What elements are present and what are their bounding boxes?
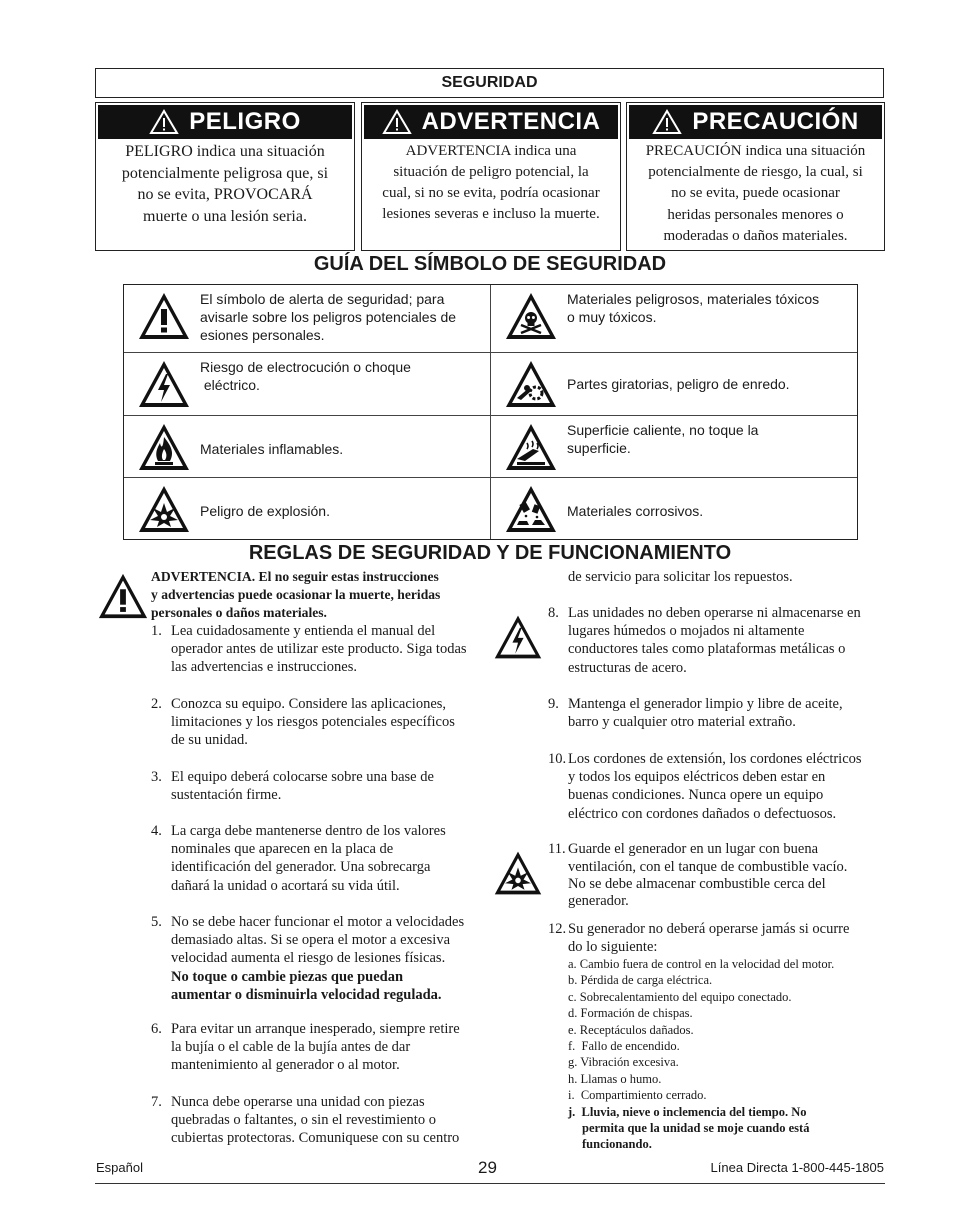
symbol-row [491, 353, 857, 415]
warning-header [364, 105, 618, 139]
item-number: 9. [548, 696, 559, 712]
text-line: potencialmente peligrosa que, si [121, 164, 329, 182]
symbol-table [123, 284, 858, 540]
text-line: lugares húmedos o mojados ni altamente [568, 623, 805, 640]
text-line: do lo siguiente: [568, 939, 658, 956]
text-line: No se debe hacer funcionar el motor a velocidades [171, 914, 465, 930]
text-line: ventilación, con el tanque de combustible vacío. [568, 859, 848, 876]
footer-hotline: Línea Directa 1-800-445-1805 [710, 1160, 884, 1175]
rules-title: REGLAS DE SEGURIDAD Y DE FUNCIONAMIENTO [248, 542, 732, 564]
text-line: limitaciones y los riesgos potenciales específicos [171, 714, 455, 731]
text-line: Materiales corrosivos. [567, 503, 704, 519]
text-line: PRECAUCIÓN indica una situación [645, 143, 866, 159]
warning-text [362, 141, 620, 225]
sub-item: g. Vibración excesiva. [568, 1055, 679, 1070]
text-line: esiones personales. [200, 327, 325, 343]
item-number: 4. [151, 823, 162, 839]
text-line: personales o daños materiales. [151, 605, 327, 621]
text-line: la bujía o el cable de la bujía antes de dar [171, 1039, 411, 1056]
text-line: eléctrico con cordones dañados o defectuosos. [568, 805, 837, 822]
text-line: operador antes de utilizar este producto. Siga todas [171, 641, 467, 658]
text-line: superficie. [567, 440, 631, 456]
text-line: cual, si no se evita, podría ocasionar [382, 185, 600, 201]
text-line: sustentación firme. [171, 787, 282, 804]
text-line: lesiones severas e incluso la muerte. [382, 206, 600, 222]
item-number: 10. [548, 751, 567, 767]
warning-triangle-icon [652, 109, 682, 135]
section-title: SEGURIDAD [95, 68, 884, 98]
text-line: de servicio para solicitar los repuestos. [568, 569, 793, 585]
caution-box [626, 102, 885, 251]
text-line: aumentar o disminuirla velocidad regulada. [171, 986, 442, 1003]
hot-surface-icon [503, 421, 559, 473]
text-line: conductores tales como plataformas metálicas o [568, 641, 846, 658]
warning-triangle-icon [382, 109, 412, 135]
item-number: 6. [151, 1021, 162, 1037]
warning-box [361, 102, 621, 251]
text-line: potencialmente de riesgo, la cual, si [648, 164, 863, 181]
explosion-icon [492, 848, 544, 898]
symbol-row [124, 416, 490, 477]
symbol-description [567, 290, 819, 326]
symbol-guide-title: GUÍA DEL SÍMBOLO DE SEGURIDAD [313, 253, 667, 275]
danger-text [96, 141, 354, 227]
text-line: Riesgo de electrocución o choque [200, 359, 411, 375]
text-line: situación de peligro potencial, la [393, 164, 589, 180]
text-line: Materiales peligrosos, materiales tóxicos [567, 291, 820, 307]
symbol-description [200, 440, 343, 458]
danger-box [95, 102, 355, 251]
warning-exclamation-icon [96, 570, 150, 622]
text-line: Conozca su equipo. Considere las aplicaciones, [171, 696, 447, 712]
text-line: Su generador no deberá operarse jamás si ocurre [568, 921, 850, 937]
text-line: moderadas o daños materiales. [663, 227, 848, 244]
text-line: barro y cualquier otro material extraño. [568, 714, 796, 731]
text-line: El símbolo de alerta de seguridad; para [200, 291, 445, 307]
text-line: eléctrico. [200, 377, 260, 393]
item-number: 1. [151, 623, 162, 639]
text-line: Los cordones de extensión, los cordones eléctricos [568, 751, 862, 767]
text-line: identificación del generador. Una sobrecarga [171, 859, 431, 876]
sub-item: j. Lluvia, nieve o inclemencia del tiempo. No [568, 1104, 807, 1119]
text-line: las advertencias e instrucciones. [171, 659, 358, 676]
text-line: o muy tóxicos. [567, 309, 657, 325]
caution-header [629, 105, 882, 139]
symbol-row [491, 416, 857, 477]
danger-label: PELIGRO [189, 108, 301, 135]
symbol-row [124, 353, 490, 415]
sub-item: e. Receptáculos dañados. [568, 1022, 694, 1037]
text-line: No se debe almacenar combustible cerca del [568, 876, 826, 893]
text-line: Las unidades no deben operarse ni almacenarse en [568, 605, 861, 621]
text-line: El equipo deberá colocarse sobre una base de [171, 769, 434, 785]
text-line: PELIGRO indica una situación [125, 143, 325, 160]
text-line: cubiertas protectoras. Comuniquese con su centro [171, 1130, 460, 1147]
item-number: 2. [151, 696, 162, 712]
warning-label: ADVERTENCIA [421, 108, 601, 135]
text-line: heridas personales menores o [667, 206, 844, 223]
sub-item: d. Formación de chispas. [568, 1006, 693, 1021]
text-line: de su unidad. [171, 732, 248, 749]
sub-item: permita que la unidad se moje cuando está [582, 1121, 810, 1136]
text-line: Peligro de explosión. [200, 503, 330, 519]
text-line: La carga debe mantenerse dentro de los valores [171, 823, 446, 839]
caution-text [627, 141, 884, 247]
item-number: 5. [151, 914, 162, 930]
text-line: no se evita, puede ocasionar [671, 185, 840, 202]
text-line: buenas condiciones. Nunca opere un equipo [568, 787, 824, 804]
item-number: 3. [151, 769, 162, 785]
rules-warning [151, 568, 440, 623]
symbol-description [567, 421, 758, 457]
text-line: No toque o cambie piezas que puedan [171, 968, 404, 985]
sub-item: c. Sobrecalentamiento del equipo conectado. [568, 989, 792, 1004]
sub-item: i. Compartimiento cerrado. [568, 1088, 707, 1103]
text-line: Mantenga el generador limpio y libre de aceite, [568, 696, 843, 712]
symbol-row [124, 285, 490, 352]
text-line: y advertencias puede ocasionar la muerte, heridas [151, 587, 441, 603]
text-line: avisarle sobre los peligros potenciales de [200, 309, 457, 325]
text-line: Nunca debe operarse una unidad con piezas [171, 1094, 425, 1110]
lightning-icon [492, 612, 544, 662]
text-line: Para evitar un arranque inesperado, siempre retire [171, 1021, 460, 1037]
sub-item: a. Cambio fuera de control en la velocidad del motor. [568, 957, 835, 971]
danger-header [98, 105, 352, 139]
symbol-description [567, 375, 790, 393]
flame-icon [136, 421, 192, 473]
symbol-description [200, 502, 330, 520]
text-line: muerte o una lesión seria. [143, 207, 307, 225]
symbol-row [491, 285, 857, 352]
sub-item: funcionando. [582, 1137, 652, 1152]
text-line: Materiales inflamables. [200, 441, 344, 457]
text-line: quebradas o faltantes, o sin el revestimiento o [171, 1112, 436, 1129]
item-number: 8. [548, 605, 559, 621]
text-line: Superficie caliente, no toque la [567, 422, 759, 438]
corrosive-icon [503, 483, 559, 535]
text-line: dañará la unidad o acortará su vida útil. [171, 877, 400, 894]
item-number: 11. [548, 841, 566, 857]
text-line: Partes giratorias, peligro de enredo. [567, 376, 790, 392]
lightning-icon [136, 358, 192, 410]
rotating-parts-icon [503, 358, 559, 410]
text-line: mantenimiento al generador o al motor. [171, 1057, 400, 1074]
page-number: 29 [478, 1158, 497, 1177]
footer-language: Español [96, 1160, 143, 1175]
symbol-description [200, 358, 411, 394]
text-line: velocidad aumenta el riesgo de lesiones físicas. [171, 950, 446, 967]
symbol-description [567, 502, 703, 520]
sub-item: f. Fallo de encendido. [568, 1039, 680, 1054]
exclamation-icon [136, 290, 192, 342]
sub-item: b. Pérdida de carga eléctrica. [568, 973, 713, 988]
text-line: y todos los equipos eléctricos deben estar en [568, 769, 826, 786]
symbol-description [200, 290, 456, 344]
skull-crossbones-icon [503, 290, 559, 342]
symbol-row [491, 478, 857, 539]
symbol-row [124, 478, 490, 539]
sub-item: h. Llamas o humo. [568, 1071, 662, 1086]
footer-rule [95, 1183, 885, 1184]
text-line: estructuras de acero. [568, 659, 687, 676]
text-line: nominales que aparecen en la placa de [171, 841, 394, 858]
caution-label: PRECAUCIÓN [692, 108, 859, 135]
text-line: demasiado altas. Si se opera el motor a excesiva [171, 932, 451, 949]
text-line: generador. [568, 892, 629, 909]
item-number: 7. [151, 1094, 162, 1110]
text-line: Lea cuidadosamente y entienda el manual del [171, 623, 436, 639]
explosion-icon [136, 483, 192, 535]
warning-triangle-icon [149, 109, 179, 135]
text-line: Guarde el generador en un lugar con buena [568, 841, 819, 857]
text-line: ADVERTENCIA. El no seguir estas instrucciones [151, 569, 439, 584]
item-number: 12. [548, 921, 567, 937]
text-line: ADVERTENCIA indica una [405, 143, 577, 159]
text-line: no se evita, PROVOCARÁ [137, 186, 313, 203]
